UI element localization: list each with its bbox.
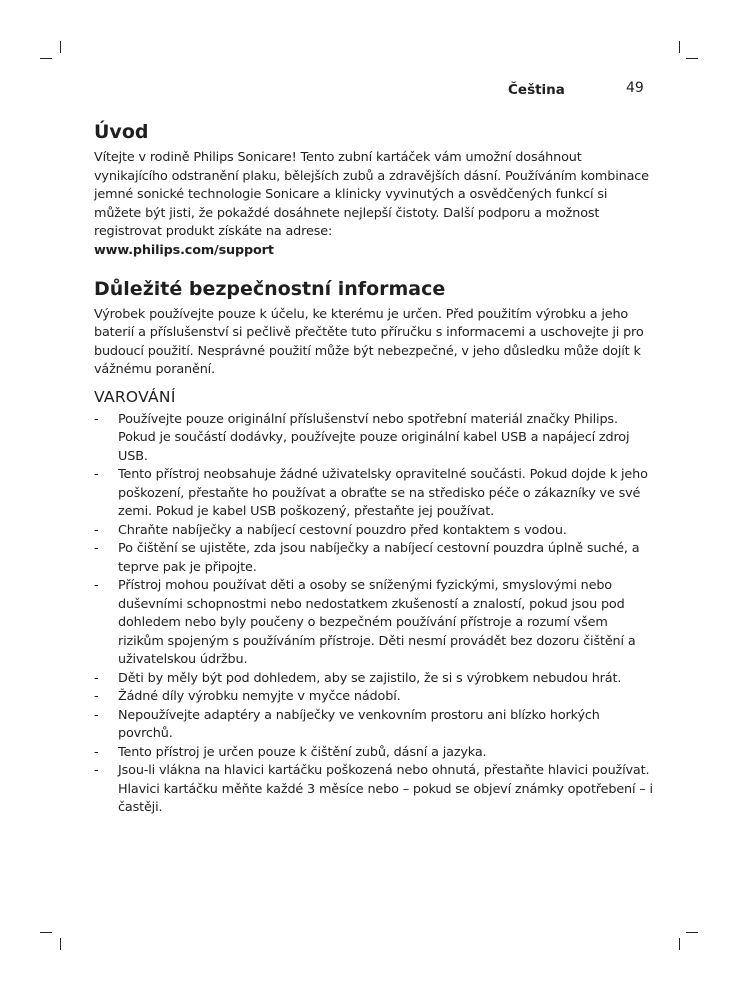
intro-text: Vítejte v rodině Philips Sonicare! Tento zubní kartáček vám umožní dosáhnout vynikajícího odstranění plaku, bělejších zubů a zdravějších dásní. Používáním kombinace jemné sonické technologie Sonicare a klinicky vyvinutých a osvědčených funkcí si můžete být jisti, že pokaždé dosáhnete nejlepší čistoty. Další podporu a možnost registrovat produkt získáte na adrese: [94,150,649,240]
safety-heading: Důležité bezpečnostní informace [94,277,446,300]
intro-paragraph [94,149,654,261]
list-item: - Tento přístroj neobsahuje žádné uživatelsky opravitelné součásti. Pokud dojde k jeho poškození, přestaňte ho používat a obraťte se na středisko péče o zákazníky ve své zemi. Pokud je kabel USB poškozený, přestaňte jej používat. [94,467,648,520]
list-item: - Chraňte nabíječky a nabíjecí cestovní pouzdro před kontaktem s vodou. [94,522,567,538]
warning-list [94,411,654,818]
crop-mark-top-right-v [679,41,680,53]
list-item: - Žádné díly výrobku nemyjte v myčce nádobí. [94,689,401,705]
crop-mark-top-left-v [60,41,61,53]
warning-heading: VAROVÁNÍ [94,387,176,406]
crop-mark-bottom-left-h [40,932,52,933]
language-label: Čeština [508,82,565,98]
intro-heading: Úvod [94,121,149,143]
crop-mark-bottom-right-h [686,932,698,933]
list-item: - Po čištění se ujistěte, zda jsou nabíječky a nabíjecí cestovní pouzdra úplně suché, a teprve pak je připojte. [94,541,640,575]
crop-mark-bottom-right-v [679,938,680,950]
crop-mark-top-right-h [686,58,698,59]
crop-mark-bottom-left-v [60,938,61,950]
list-item: - Používejte pouze originální příslušenství nebo spotřební materiál značky Philips. Pokud je součástí dodávky, používejte pouze originální kabel USB a napájecí zdroj USB. [94,411,630,464]
support-link[interactable]: www.philips.com/support [94,242,274,258]
list-item: - Jsou-li vlákna na hlavici kartáčku poškozená nebo ohnutá, přestaňte hlavici používat. Hlavici kartáčku měňte každé 3 měsíce nebo – pokud se objeví známky opotřebení – i častěji. [94,763,653,816]
list-item: - Tento přístroj je určen pouze k čištění zubů, dásní a jazyka. [94,744,487,760]
page-header [508,82,648,102]
safety-paragraph: Výrobek používejte pouze k účelu, ke kterému je určen. Před použitím výrobku a jeho baterií a příslušenství si pečlivě přečtěte tuto příručku s informacemi a uschovejte ji pro budoucí použití. Nesprávné použití může být nebezpečné, v jeho důsledku může dojít k vážnému poranění. [94,306,644,378]
page-number: 49 [626,80,644,96]
crop-mark-top-left-h [40,58,52,59]
page-content [94,120,654,818]
list-item: - Nepoužívejte adaptéry a nabíječky ve venkovním prostoru ani blízko horkých povrchů. [94,707,600,742]
list-item: - Děti by měly být pod dohledem, aby se zajistilo, že si s výrobkem nebudou hrát. [94,670,622,686]
list-item: - Přístroj mohou používat děti a osoby se sníženými fyzickými, smyslovými nebo duševními schopnostmi nebo nedostatkem zkušeností a znalostí, pokud jsou pod dohledem nebo byly poučeny o bezpečném používání přístroje a rozumí všem rizikům spojeným s používáním přístroje. Děti nesmí provádět bez dozoru čištění a uživatelskou údržbu. [94,578,636,668]
